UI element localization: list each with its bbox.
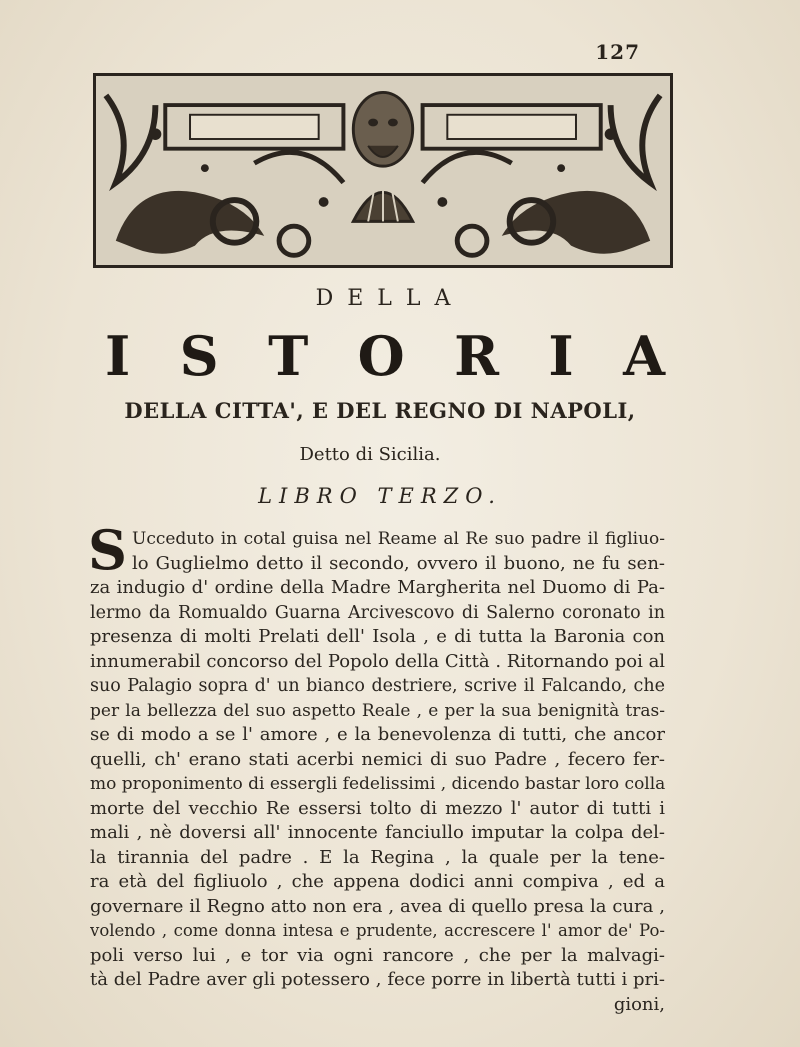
title-della: DELLA <box>315 286 465 311</box>
text-line: mali , nè doversi all' innocente fanciullo imputar la colpa del- <box>90 822 665 843</box>
subtitle: DELLA CITTA', E DEL REGNO DI NAPOLI, <box>124 398 636 423</box>
text-line: Ucceduto in cotal guisa nel Reame al Re suo padre il figliuo- <box>132 529 665 549</box>
text-line: lermo da Romualdo Guarna Arcivescovo di Salerno coronato in <box>90 602 665 623</box>
title-letter: S <box>179 324 219 388</box>
text-line-catchword: gioni, <box>613 993 665 1015</box>
text-line: mo proponimento di essergli fedelissimi , dicendo bastar loro colla <box>90 774 665 794</box>
text-line: tà del Padre aver gli potessero , fece porre in libertà tutti i pri- <box>90 969 665 990</box>
title-letter: T <box>268 324 309 388</box>
text-line: quelli, ch' erano stati acerbi nemici di suo Padre , fecero fer- <box>90 748 665 770</box>
text-line: poli verso lui , e tor via ogni rancore , che per la malvagi- <box>90 944 665 966</box>
title-letter: I <box>105 324 131 388</box>
text-line: volendo , come donna intesa e prudente, accrescere l' amor de' Po- <box>90 921 665 940</box>
text-line: lo Guglielmo detto il secondo, ovvero il buono, ne fu sen- <box>132 552 665 574</box>
title-istoria <box>105 324 665 388</box>
title-letter: A <box>623 324 665 388</box>
subtitle-detto: Detto di Sicilia. <box>299 444 441 465</box>
title-letter: R <box>454 324 500 388</box>
title-letter: O <box>357 324 405 388</box>
ornamental-headpiece <box>93 73 673 268</box>
text-line: la tirannia del padre . E la Regina , la quale per la tene- <box>90 846 665 868</box>
book-heading: LIBRO TERZO. <box>258 484 502 508</box>
headpiece-engraving <box>96 76 670 265</box>
text-line: per la bellezza del suo aspetto Reale , e per la sua benignità tras- <box>90 700 665 721</box>
text-line: ra età del figliuolo , che appena dodici anni compiva , ed a <box>90 871 665 892</box>
drop-cap: S <box>88 518 127 582</box>
title-letter: I <box>548 324 574 388</box>
body-text <box>88 518 665 1017</box>
page-number: 127 <box>595 40 640 64</box>
text-line: morte del vecchio Re essersi tolto di mezzo l' autor di tutti i <box>90 797 665 819</box>
text-line: governare il Regno atto non era , avea di quello presa la cura , <box>90 895 665 917</box>
text-line: innumerabil concorso del Popolo della Città . Ritornando poi al <box>90 650 665 672</box>
text-line: suo Palagio sopra d' un bianco destriere, scrive il Falcando, che <box>90 676 665 696</box>
text-line: presenza di molti Prelati dell' Isola , e di tutta la Baronia con <box>90 626 665 647</box>
text-line: se di modo a se l' amore , e la benevolenza di tutti, che ancor <box>90 724 665 745</box>
text-line: za indugio d' ordine della Madre Margherita nel Duomo di Pa- <box>90 577 665 598</box>
